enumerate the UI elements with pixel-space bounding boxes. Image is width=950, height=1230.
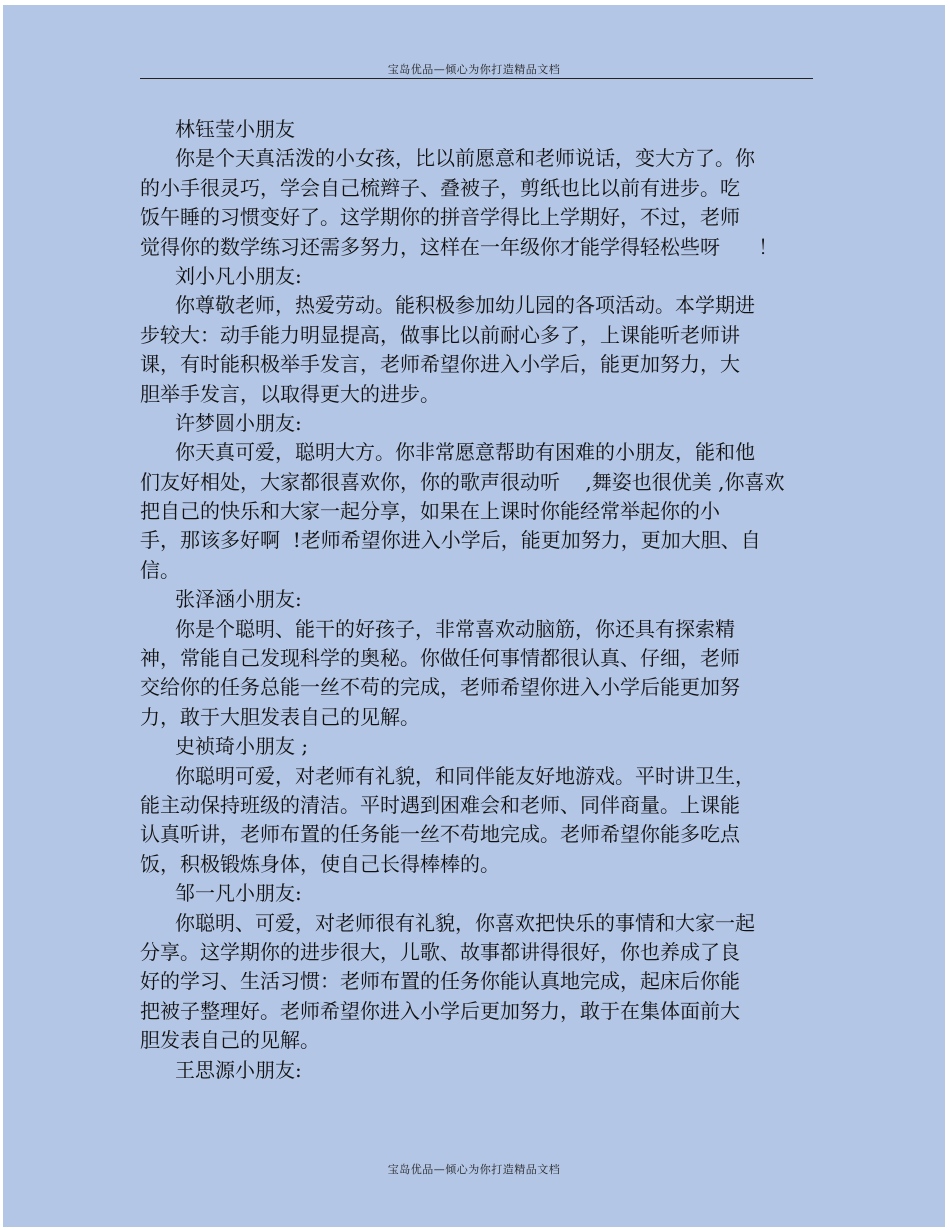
- text-line: 许梦圆小朋友:: [175, 410, 302, 435]
- text-line: 课，有时能积极举手发言，老师希望你进入小学后，能更加努力，大: [140, 352, 740, 377]
- text-line: 你尊敬老师，热爱劳动。能积极参加幼儿园的各项活动。本学期进: [175, 293, 755, 318]
- text-line: 你天真可爱，聪明大方。你非常愿意帮助有困难的小朋友，能和他: [175, 440, 755, 465]
- text-line: 把被子整理好。老师希望你进入小学后更加努力，敢于在集体面前大: [140, 998, 740, 1023]
- text-line: 交给你的任务总能一丝不苟的完成，老师希望你进入小学后能更加努: [140, 675, 740, 700]
- text-line: 刘小凡小朋友:: [175, 263, 302, 288]
- text-line: 你是个聪明、能干的好孩子，非常喜欢动脑筋，你还具有探索精: [175, 616, 735, 641]
- text-line: 觉得你的数学练习还需多努力，这样在一年级你才能学得轻松些呀 ！: [140, 234, 779, 259]
- text-line: 邹一凡小朋友:: [175, 881, 302, 906]
- text-line: 信。: [140, 557, 180, 582]
- text-line: 力，敢于大胆发表自己的见解。: [140, 704, 420, 729]
- text-line: 手，那该多好啊 !老师希望你进入小学后，能更加努力，更加大胆、自: [140, 528, 761, 553]
- text-line: 把自己的快乐和大家一起分享，如果在上课时你能经常举起你的小: [140, 499, 720, 524]
- text-line: 张泽涵小朋友:: [175, 587, 302, 612]
- document-body: [140, 115, 820, 1085]
- text-line: 你聪明可爱，对老师有礼貌，和同伴能友好地游戏。平时讲卫生，: [175, 763, 755, 788]
- page-footer: 宝岛优品—倾心为你打造精品文档: [387, 1163, 561, 1176]
- text-line: 王思源小朋友:: [175, 1057, 302, 1082]
- text-line: 你是个天真活泼的小女孩，比以前愿意和老师说话，变大方了。你: [175, 146, 755, 171]
- document-page: [3, 5, 945, 1227]
- text-line: 胆举手发言，以取得更大的进步。: [140, 381, 440, 406]
- text-line: 史祯琦小朋友 ;: [175, 734, 309, 759]
- text-line: 你聪明、可爱，对老师很有礼貌，你喜欢把快乐的事情和大家一起: [175, 910, 755, 935]
- text-line: 们友好相处，大家都很喜欢你，你的歌声很动听 ,舞姿也很优美 ,你喜欢: [140, 469, 785, 494]
- text-line: 神，常能自己发现科学的奥秘。你做任何事情都很认真、仔细，老师: [140, 646, 740, 671]
- text-line: 林钰莹小朋友: [175, 117, 295, 141]
- text-line: 饭午睡的习惯变好了。这学期你的拼音学得比上学期好，不过，老师: [140, 205, 740, 230]
- text-line: 好的学习、生活习惯：老师布置的任务你能认真地完成，起床后你能: [140, 969, 740, 994]
- text-line: 能主动保持班级的清洁。平时遇到困难会和老师、同伴商量。上课能: [140, 792, 740, 817]
- page-header: 宝岛优品—倾心为你打造精品文档: [387, 63, 561, 76]
- text-line: 的小手很灵巧，学会自己梳辫子、叠被子，剪纸也比以前有进步。吃: [140, 175, 740, 200]
- text-line: 分享。这学期你的进步很大，儿歌、故事都讲得很好，你也养成了良: [140, 939, 740, 964]
- text-line: 认真听讲，老师布置的任务能一丝不苟地完成。老师希望你能多吃点: [140, 822, 740, 847]
- text-line: 胆发表自己的见解。: [140, 1028, 320, 1053]
- header-divider: [140, 78, 813, 79]
- text-line: 步较大：动手能力明显提高，做事比以前耐心多了，上课能听老师讲: [140, 322, 740, 347]
- text-line: 饭，积极锻炼身体，使自己长得棒棒的。: [140, 851, 500, 876]
